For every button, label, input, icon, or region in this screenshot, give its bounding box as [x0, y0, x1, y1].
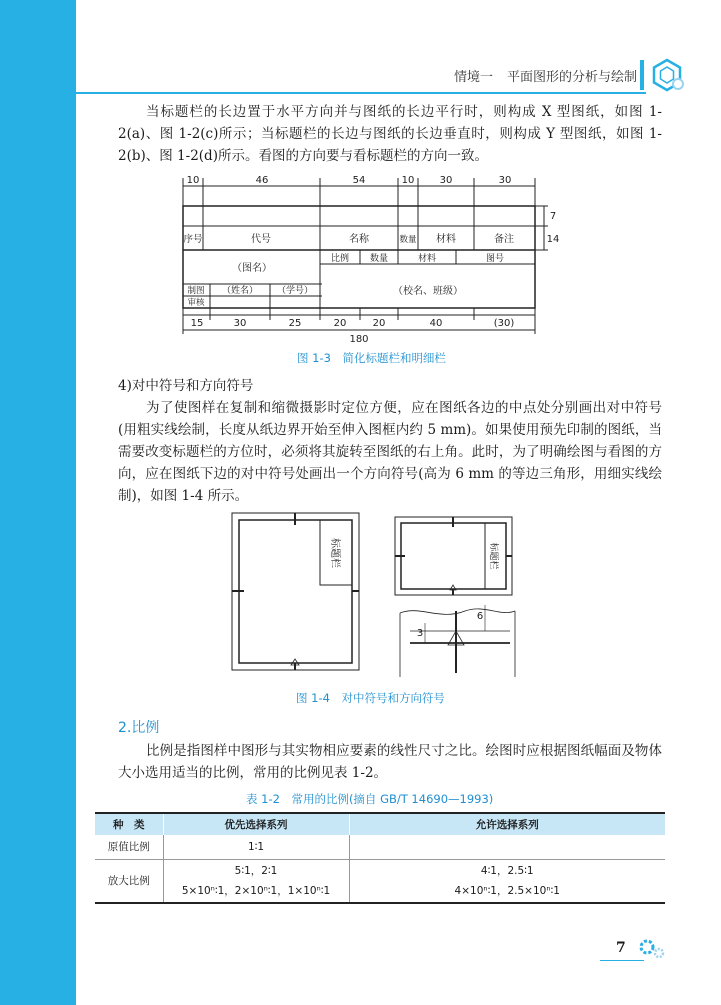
- hdr-name: 名称: [349, 234, 369, 245]
- dim-top-2: 46: [255, 175, 269, 186]
- running-header: [454, 66, 637, 85]
- cell-qty: 数量: [369, 254, 389, 264]
- paragraph-scale: 比例是指图样中图形与其实物相应要素的线性尺寸之比。绘图时应根据图纸幅面及物体大小选用适当的比例，常用的比例见表 1-2。: [118, 743, 662, 781]
- cell-line: 5×10ⁿ∶1，2×10ⁿ∶1，1×10ⁿ∶1: [181, 884, 331, 897]
- hdr-seq: 序号: [183, 234, 203, 245]
- cell-preferred: 1∶1: [163, 835, 349, 859]
- cell-allowed: [349, 859, 665, 903]
- dim-bottom-4: 20: [333, 318, 347, 329]
- cell-material: 材料: [417, 254, 437, 264]
- cell-kind: 放大比例: [95, 859, 163, 903]
- dim-top-5: 30: [439, 175, 453, 186]
- header-mark: [640, 60, 644, 90]
- hexagon-gear-icon: [650, 58, 684, 92]
- ratio-table: [95, 812, 665, 904]
- cell-check: 审核: [187, 298, 205, 308]
- side-color-bar: [0, 0, 76, 1005]
- header-title: 平面图形的分析与绘制: [506, 70, 637, 85]
- dim-top-3: 54: [352, 175, 366, 186]
- dim-bottom-2: 30: [233, 318, 247, 329]
- cell-line: 4∶1，2.5∶1: [480, 864, 534, 877]
- page-number: 7: [616, 940, 626, 956]
- paragraph-centering-marks: 为了使图样在复制和缩微摄影时定位方便，应在图纸各边的中点处分别画出对中符号(用粗实线绘制，长度从纸边界开始至伸入图框内约 5 mm)。如果使用预先印制的图纸，当需要改变标题栏的方位时，必须将其旋转至图纸的右上角。此时，为了明确绘图与看图的方向，应在图纸下边的对中符号处画出一个方向符号(高为 6 mm 的等边三角形，用细实线绘制)，如图 1-4 所示。: [118, 400, 662, 504]
- cell-school: （校名、班级）: [393, 286, 463, 297]
- cell-drawing-name: （图名）: [232, 263, 272, 274]
- figure-1-3-caption: 图 1-3 简化标题栏和明细栏: [297, 351, 446, 365]
- cell-line: 5∶1，2∶1: [234, 864, 278, 877]
- cell-scale: 比例: [330, 254, 350, 264]
- figure-1-4-caption: 图 1-4 对中符号和方向符号: [296, 691, 445, 705]
- table-1-2-caption: 表 1-2 常用的比例(摘自 GB/T 14690—1993): [246, 792, 494, 806]
- dim-bottom-7: (30): [493, 318, 515, 329]
- dim-total: 180: [349, 334, 369, 344]
- right-title-block-label: 标题栏: [488, 542, 498, 570]
- dim-top-1: 10: [186, 175, 200, 186]
- hdr-remark: 备注: [494, 234, 514, 245]
- section-title-scale: 2.比例: [118, 720, 160, 736]
- subsection-title: 4)对中符号和方向符号: [118, 378, 254, 394]
- dim-bottom-5: 20: [372, 318, 386, 329]
- th-kind: 种 类: [95, 813, 163, 835]
- figure-1-4-centering-marks: [220, 505, 525, 685]
- th-allowed: 允许选择系列: [349, 813, 665, 835]
- dim-6-label: 6: [476, 611, 484, 622]
- cell-line: 4×10ⁿ∶1，2.5×10ⁿ∶1: [454, 884, 560, 897]
- cell-author: （姓名）: [221, 286, 259, 296]
- table-row: [95, 835, 665, 859]
- dim-right-2: 14: [546, 234, 560, 245]
- dim-bottom-6: 40: [429, 318, 443, 329]
- cell-kind: 原值比例: [95, 835, 163, 859]
- dim-right-1: 7: [549, 211, 557, 222]
- hdr-qty: 数量: [399, 235, 417, 245]
- hdr-code: 代号: [251, 234, 271, 245]
- cell-drawing-no: 图号: [485, 254, 505, 264]
- footer-rule: [600, 960, 644, 961]
- hdr-material: 材料: [436, 234, 456, 245]
- figure-1-3-title-block: [170, 174, 560, 344]
- dim-bottom-1: 15: [190, 318, 204, 329]
- cell-allowed: [349, 835, 665, 859]
- cell-drawn: 制图: [187, 286, 205, 296]
- cell-preferred: [163, 859, 349, 903]
- dim-3-label: 3: [416, 628, 424, 639]
- dim-bottom-3: 25: [288, 318, 302, 329]
- dim-top-4: 10: [401, 175, 415, 186]
- header-rule: [76, 92, 646, 94]
- gear-icon: [638, 938, 666, 960]
- header-chapter: 情境一: [453, 70, 493, 85]
- paragraph-orientation: 当标题栏的长边置于水平方向并与图纸的长边平行时，则构成 X 型图纸，如图 1-2(a)、图 1-2(c)所示；当标题栏的长边与图纸的长边垂直时，则构成 Y 型图纸，如图 1-2(b)、图 1-2(d)所示。看图的方向要与看标题栏的方向一致。: [118, 104, 662, 164]
- dim-top-6: 30: [498, 175, 512, 186]
- cell-student-id: （学号）: [276, 286, 314, 296]
- table-row: [95, 859, 665, 903]
- th-preferred: 优先选择系列: [163, 813, 349, 835]
- left-title-block-label: 标题栏: [329, 538, 340, 568]
